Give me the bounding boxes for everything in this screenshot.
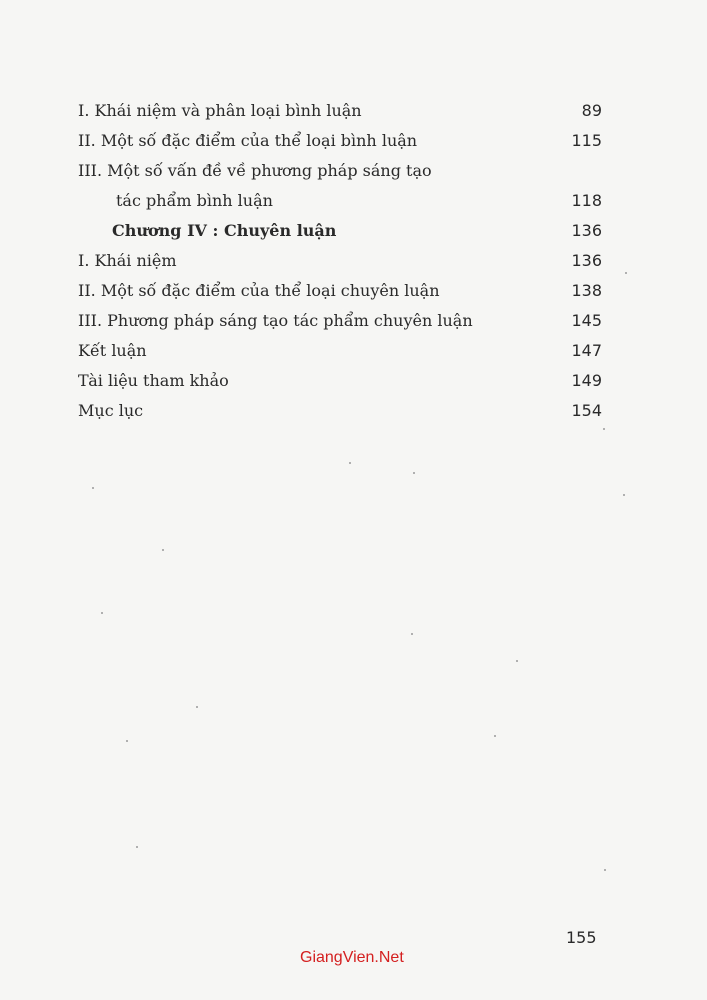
- toc-chapter-heading: [78, 216, 602, 246]
- toc-entry-page: 118: [571, 191, 602, 210]
- toc-entry: [78, 366, 602, 396]
- page-number: 155: [566, 928, 597, 947]
- toc-entry-page: 89: [581, 101, 602, 120]
- toc-entry-title: Kết luận: [78, 341, 147, 360]
- toc-entry: [78, 156, 602, 216]
- toc-entry-title: II. Một số đặc điểm của thể loại bình luận: [78, 131, 418, 150]
- toc-entry-page: 138: [571, 281, 602, 300]
- toc-entry-page: 145: [571, 311, 602, 330]
- toc-entry: [78, 246, 602, 276]
- toc-entry: [78, 306, 602, 336]
- toc-entry-title: II. Một số đặc điểm của thể loại chuyên luận: [78, 281, 440, 300]
- toc-entry-page: 147: [571, 341, 602, 360]
- toc-entry: [78, 126, 602, 156]
- toc-entry: [78, 96, 602, 126]
- toc-entry-page: 115: [571, 131, 602, 150]
- toc-entry: [78, 396, 602, 426]
- toc-entry: [78, 276, 602, 306]
- toc-entry-title: I. Khái niệm và phân loại bình luận: [78, 101, 362, 120]
- toc-entry-title: Mục lục: [78, 401, 144, 420]
- toc-entry-page: 136: [571, 221, 602, 240]
- toc-entry-page: 136: [571, 251, 602, 270]
- toc-entry-title: Tài liệu tham khảo: [78, 371, 229, 390]
- watermark: GiangVien.Net: [300, 949, 404, 966]
- toc-entry: [78, 336, 602, 366]
- toc-entry-title: III. Một số vấn đề về phương pháp sáng tạo: [78, 161, 432, 180]
- toc-entry-title: III. Phương pháp sáng tạo tác phẩm chuyên luận: [78, 311, 473, 330]
- toc-entry-page: 154: [571, 401, 602, 420]
- toc-entry-page: 149: [571, 371, 602, 390]
- toc-entry-title: I. Khái niệm: [78, 251, 177, 270]
- toc-entry-title-continued: tác phẩm bình luận: [116, 191, 273, 210]
- toc-entry-title: Chương IV : Chuyên luận: [112, 221, 337, 240]
- table-of-contents: [78, 96, 602, 426]
